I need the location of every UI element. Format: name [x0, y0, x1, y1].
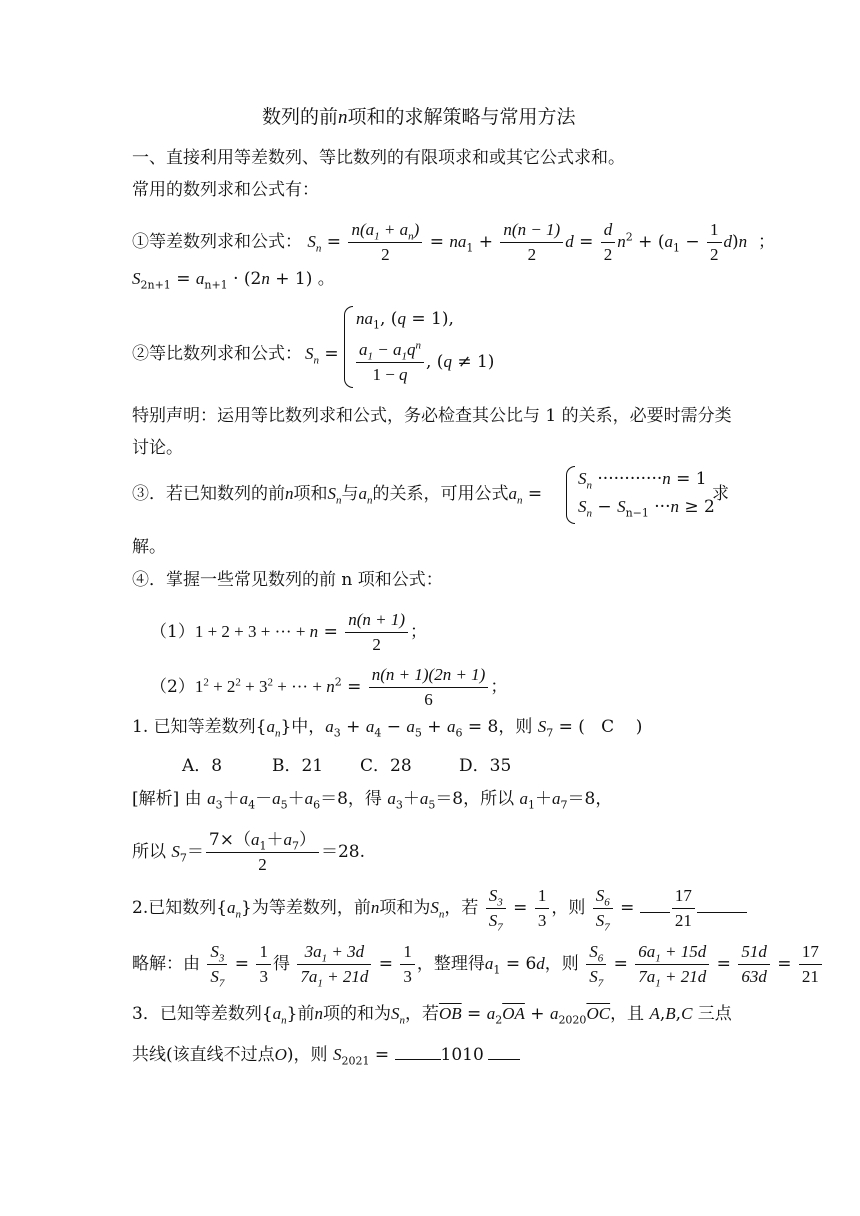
item3-text: ③．若已知数列的前n项和$S_n$与$a_n$的关系，可用公式$a_n$ = — [132, 484, 543, 507]
analysis-tag: [解析] — [132, 789, 180, 809]
common-formulas-line: 常用的数列求和公式有： — [132, 180, 319, 200]
q1-option-a: A．8 — [182, 756, 223, 776]
q1-analysis-2: 所以 $S_7=$ $\frac{7\times(a_1+a_7)}{2}$ ＝28. — [132, 830, 366, 874]
arith-odd-formula: $S_{2n+1} = a_{n+1} \cdot (2n + 1)$ 。 — [132, 269, 335, 292]
special-note-2: 讨论。 — [132, 438, 183, 458]
q1-analysis: [解析] 由 $a_3+a_4-a_5+a_6=8$，得 $a_3+a_5=8$，所以 $a_1+a_7=8$， — [132, 789, 613, 812]
item2-label: ②等比数列求和公式： — [132, 344, 302, 364]
q3-answer: 1010 — [440, 1045, 484, 1065]
section-heading: 一、直接利用等差数列、等比数列的有限项求和或其它公式求和。 — [132, 148, 625, 168]
item1-label: ①等差数列求和公式： — [132, 232, 302, 252]
q1-answer: C — [601, 717, 615, 737]
q3-stem-2: 共线(该直线不过点O)，则 $S_{2021} = 1010$ — [132, 1044, 520, 1066]
geom-case2: $\frac{a_1 - a_1q^n}{1 - q}$ , (q ≠ 1) — [354, 340, 494, 385]
item4-label: ④．掌握一些常见数列的前 n 项和公式： — [132, 570, 443, 590]
geom-case1: $na_1$, (q = 1), — [356, 309, 454, 332]
an-brace — [566, 466, 575, 524]
q3-stem: 3．已知等差数列$\{a_n\}$前n项的和为$S_n$，若$\overline{OB} = a_2\overline{OA} + a_{2020}\overline{OC}$，且 A,B,C 三点 — [132, 1004, 732, 1027]
q1-option-c: C．28 — [360, 756, 412, 776]
an-case1: $S_n \cdot\cdot\cdot\cdot\cdot\cdot\cdot\cdot\cdot\cdot\cdot\cdot n = 1$ — [578, 469, 707, 492]
q2-answer-den: 21 — [674, 911, 692, 930]
special-note-1: 特别声明：运用等比数列求和公式，务必检查其公比与 1 的关系，必要时需分类 — [132, 406, 732, 426]
item3-end: 求 — [712, 484, 729, 504]
page-title: 数列的前n项和的求解策略与常用方法 — [262, 106, 576, 128]
q1-option-b: B．21 — [272, 756, 324, 776]
q2-answer-num: 17 — [672, 886, 695, 909]
q1-stem: 1. 已知等差数列$\{a_n\}$中，$a_3 + a_4 - a_5 + a_6 = 8$，则 $S_7$ = ( C ) — [132, 717, 643, 740]
q1-option-d: D．35 — [459, 756, 512, 776]
arith-sum-formula: ①等差数列求和公式： $S_n$ = $\frac{n(a_1 + a_n)}{2}$ = $na_1$ + $\frac{n(n - 1)}{2}$ d = $\frac{d}{2}$ $n^2 + (a_1$ − $\frac{1}{2}$ d)n ； — [132, 220, 775, 264]
geom-brace — [344, 306, 353, 388]
geom-sn: $S_n$ = — [305, 344, 339, 367]
q2-solution: 略解：由 $\frac{S_3}{S_7}$ = $\frac{1}{3}$ 得 $\frac{3a_1 + 3d}{7a_1 + 21d}$ = $\frac{1}{3}$ ，整理得$a_1 = 6d$，则 $\frac{S_6}{S_7}$ = $\frac{6a_1 + 15d}{7a_1 + 21d}$ = $\frac{51d}{63d}$ = $\frac{17}{21}$ — [132, 942, 824, 987]
q2-stem: 2.已知数列$\{a_n\}$为等差数列，前n项和为$S_n$，若 $\frac{S_3}{S_7}$ = $\frac{1}{3}$ ，则 $\frac{S_6}{S_7}$ = $\frac{17}{21}$ — [132, 886, 747, 931]
item3-cont: 解。 — [132, 537, 166, 557]
sum-formula-1: （1）1 + 2 + 3 + ··· + n = $\frac{n(n + 1)}{2}$ ； — [150, 610, 428, 654]
an-case2: $S_n - S_{n-1} \cdot\cdot\cdot n \ge 2$ — [578, 497, 715, 520]
sum-formula-2: $(2)1^2 + 2^2 + 3^2$ + ··· + $n^2$ = $\frac{n(n + 1)(2n + 1)}{6}$ ； — [150, 665, 508, 709]
